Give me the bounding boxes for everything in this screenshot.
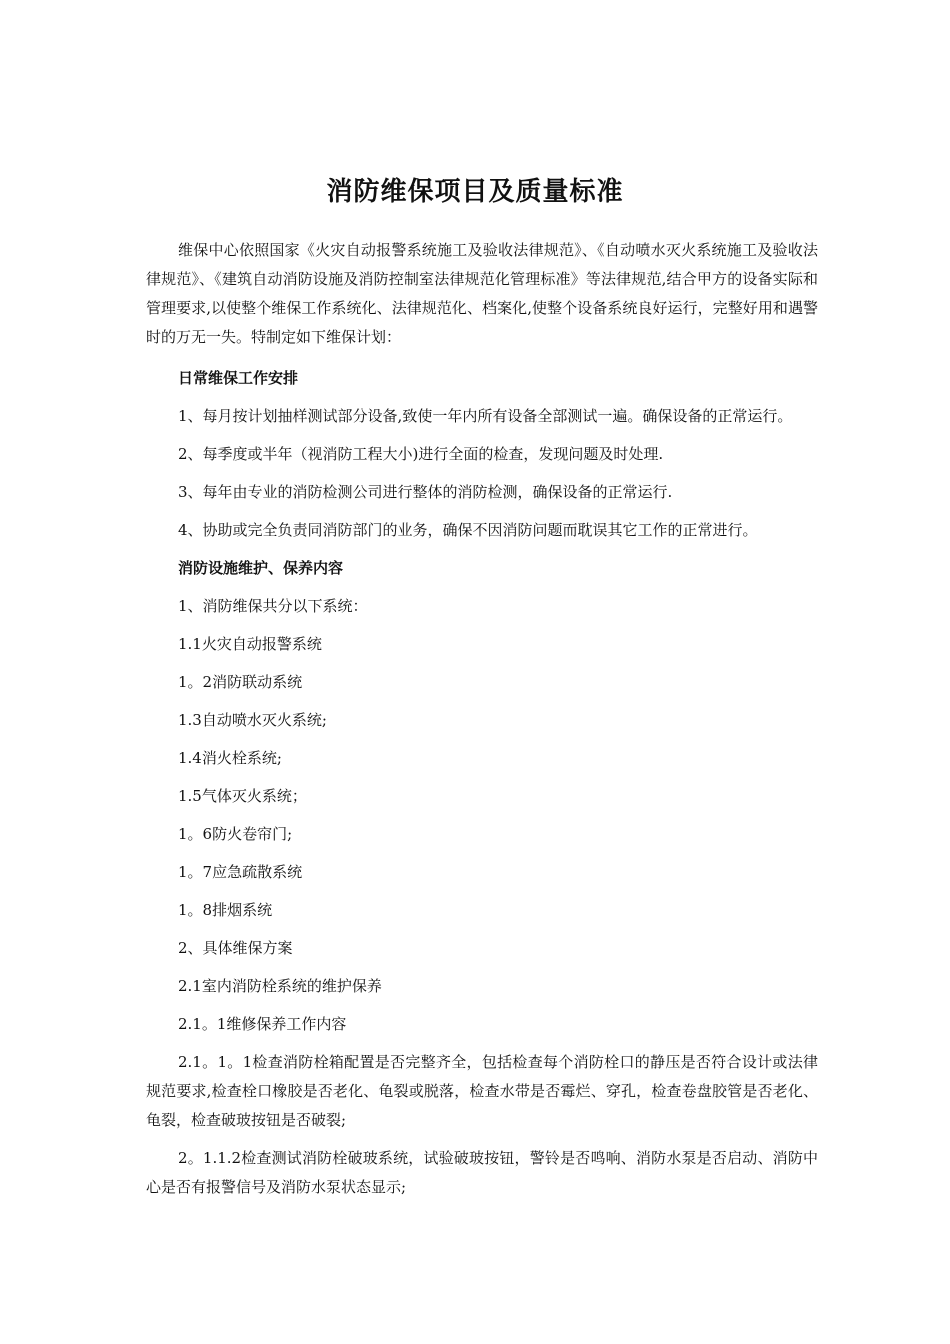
list-item: 1、消防维保共分以下系统： xyxy=(178,597,368,615)
intro-paragraph: 维保中心依照国家《火灾自动报警系统施工及验收法律规范》、《自动喷水灭火系统施工及验收法律规范》、《建筑自动消防设施及消防控制室法律规范化管理标准》等法律规范,结合甲方的设备实际和管理要求,以使整个维保工作系统化、法律规范化、档案化,使整个设备系统良好运行，完整好用和遇警时的万无一失。特制定如下维保计划： xyxy=(146,241,818,346)
section-heading-daily-maintenance: 日常维保工作安排 xyxy=(178,369,299,387)
list-item: 2、每季度或半年（视消防工程大小)进行全面的检查，发现问题及时处理. xyxy=(178,445,664,463)
list-item: 1。6防火卷帘门; xyxy=(178,825,293,843)
list-item: 1.5气体灭火系统； xyxy=(178,787,307,805)
list-item: 3、每年由专业的消防检测公司进行整体的消防检测，确保设备的正常运行. xyxy=(178,483,673,501)
list-item: 2.1室内消防栓系统的维护保养 xyxy=(178,977,382,995)
document-title: 消防维保项目及质量标准 xyxy=(326,177,624,207)
list-item: 1.4消火栓系统; xyxy=(178,749,282,767)
list-item: 2。1.1.2检查测试消防栓破玻系统，试验破玻按钮，警铃是否鸣响、消防水泵是否启动、消防中心是否有报警信号及消防水泵状态显示; xyxy=(146,1149,818,1196)
list-item: 1。8排烟系统 xyxy=(178,901,273,919)
list-item: 1.1火灾自动报警系统 xyxy=(178,635,322,653)
list-item: 2、具体维保方案 xyxy=(178,939,293,957)
section-heading-maintenance-content: 消防设施维护、保养内容 xyxy=(178,559,344,577)
list-item: 2.1。1维修保养工作内容 xyxy=(178,1015,347,1033)
list-item: 2.1。1。1检查消防栓箱配置是否完整齐全，包括检查每个消防栓口的静压是否符合设计或法律规范要求,检查栓口橡胶是否老化、龟裂或脱落，检查水带是否霉烂、穿孔，检查卷盘胶管是否老化、龟裂，检查破玻按钮是否破裂; xyxy=(146,1053,818,1129)
list-item: 1。7应急疏散系统 xyxy=(178,863,303,881)
list-item: 4、协助或完全负责同消防部门的业务，确保不因消防问题而耽误其它工作的正常进行。 xyxy=(178,521,758,539)
list-item: 1。2消防联动系统 xyxy=(178,673,303,691)
list-item: 1、每月按计划抽样测试部分设备,致使一年内所有设备全部测试一遍。确保设备的正常运行。 xyxy=(178,407,793,425)
list-item: 1.3自动喷水灭火系统; xyxy=(178,711,327,729)
document-body xyxy=(146,236,818,1202)
